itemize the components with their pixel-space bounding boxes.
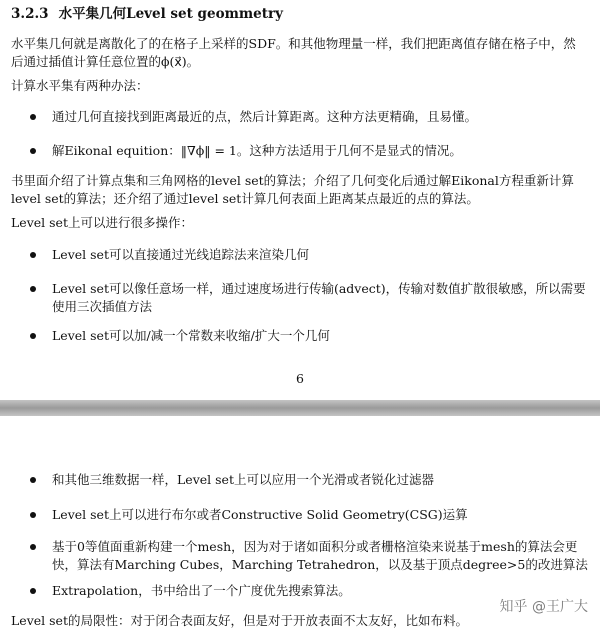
operation-item-4: 和其他三维数据一样，Level set上可以应用一个光滑或者锐化过滤器 [52,472,434,487]
book-paragraph-line-1: 书里面介绍了计算点集和三角网格的level set的算法；介绍了几何变化后通过解Eikonal方程重新计算 [11,173,574,188]
bullet-icon [30,544,36,550]
bullet-icon [30,588,36,594]
method-item-1: 通过几何直接找到距离最近的点，然后计算距离。这种方法更精确，且易懂。 [52,109,478,124]
bullet-icon [30,252,36,258]
operations-intro: Level set上可以进行很多操作： [11,215,193,230]
intro-paragraph-line-2: 后通过插值计算任意位置的ϕ(x⃗)。 [11,54,200,69]
page-number: 6 [296,371,304,386]
operation-item-1: Level set可以直接通过光线追踪法来渲染几何 [52,247,309,262]
bullet-icon [30,333,36,339]
bullet-icon [30,477,36,483]
limitation-paragraph: Level set的局限性：对于闭合表面友好，但是对于开放表面不太友好，比如布料。 [11,613,468,628]
book-paragraph-line-2: level set的算法；还介绍了通过level set计算几何表面上距离某点最近的点的算法。 [11,191,479,206]
bullet-icon [30,512,36,518]
operation-item-5: Level set上可以进行布尔或者Constructive Solid Geometry(CSG)运算 [52,507,468,522]
operation-item-7: Extrapolation，书中给出了一个广度优先搜索算法。 [52,583,351,598]
operation-item-2-line-1: Level set可以像任意场一样，通过速度场进行传输(advect)，传输对数值扩散很敏感，所以需要 [52,281,586,296]
page-separator [0,400,600,416]
section-number: 3.2.3 [11,6,49,22]
operation-item-6-line-1: 基于0等值面重新构建一个mesh，因为对于诸如面积分或者栅格渲染来说基于mesh的算法会更 [52,539,578,554]
bullet-icon [30,114,36,120]
bullet-icon [30,286,36,292]
section-heading [11,5,283,23]
methods-intro: 计算水平集有两种办法： [11,78,149,93]
zhihu-watermark: 知乎 @王广大 [499,599,588,615]
bullet-icon [30,148,36,154]
operation-item-6-line-2: 快，算法有Marching Cubes，Marching Tetrahedron，以及基于顶点degree>5的改进算法 [52,557,588,572]
intro-paragraph-line-1: 水平集几何就是离散化了的在格子上采样的SDF。和其他物理量一样，我们把距离值存储在格子中，然 [11,36,576,51]
operation-item-2-line-2: 使用三次插值方法 [52,299,153,314]
operation-item-3: Level set可以加/减一个常数来收缩/扩大一个几何 [52,328,330,343]
section-title: 水平集几何Level set geommetry [58,6,283,22]
method-item-2: 解Eikonal equition：‖∇ϕ‖ = 1。这种方法适用于几何不是显式的情况。 [52,143,462,158]
